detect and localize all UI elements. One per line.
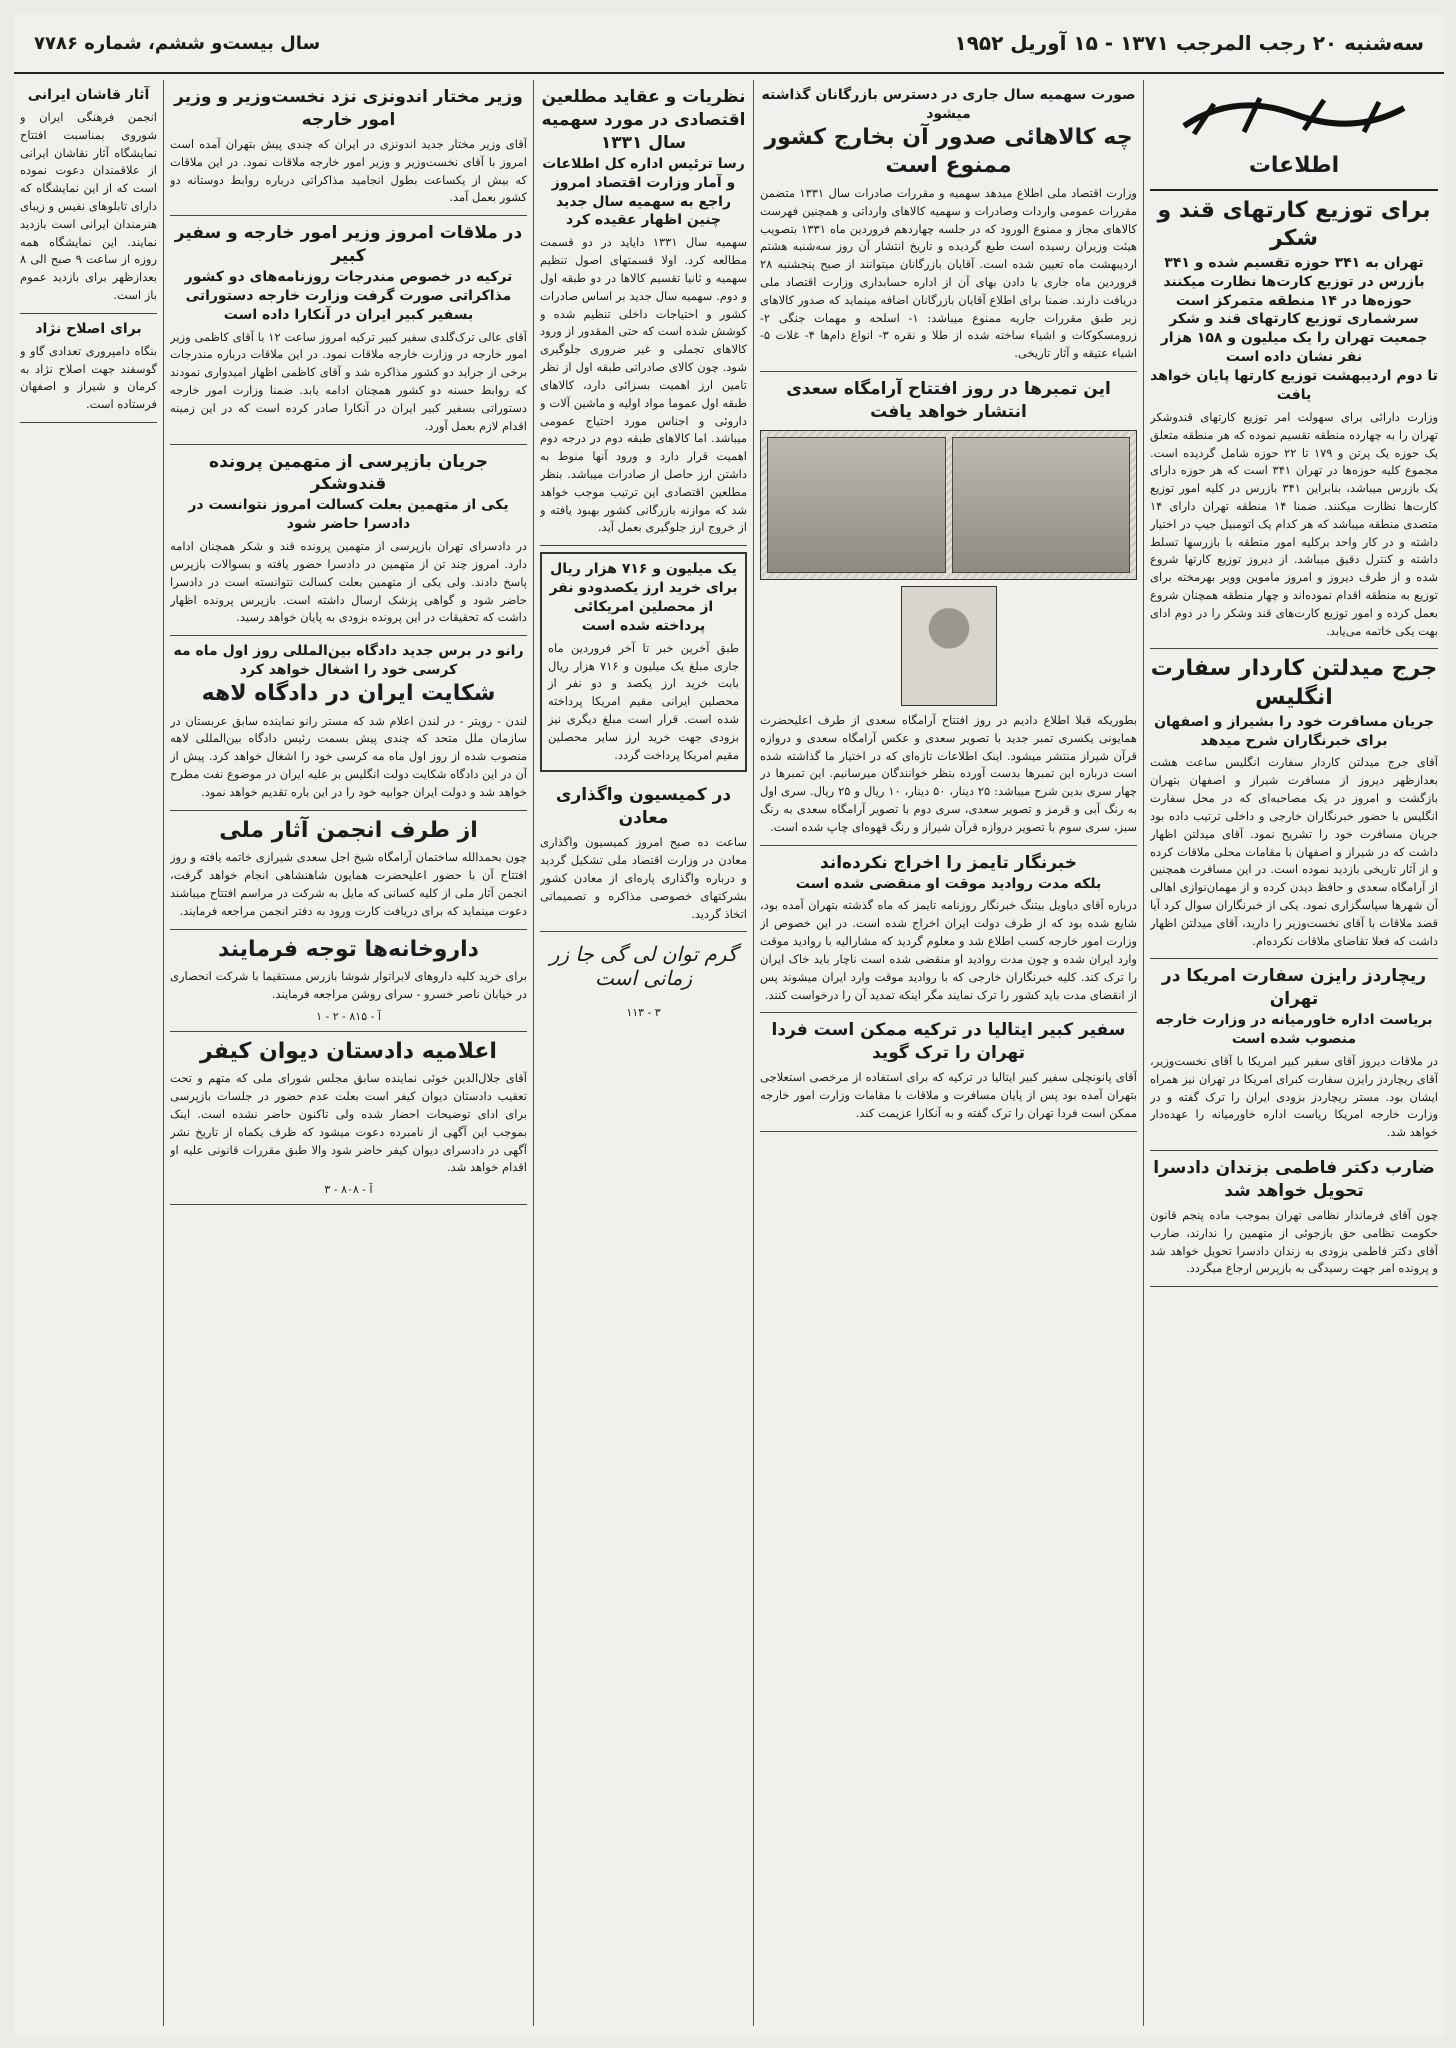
article-body: سهمیه سال ۱۳۳۱ دایاید در دو قسمت مطالعه کرد. اولا قسمتهای اصول تنظیم سهمیه و ثانیا تقسیم کالاها در دو طبقه اول و دوم. سهمیه سال جدید بر اساس صادرات کشور و احتیاجات داخلی تنظیم شده و کوشش شده است که حتی المقدور از ورود کالاهای تجملی و غیر ضروری جلوگیری شود. چون کالای صادراتی طبقه اول از نظر تامین ارز اهمیت بسزائی دارد، کالاهای طبقه اول عموما مواد اولیه و ماشین آلات و داروئی و اجناس مورد احتیاج عمومی میباشد. اما کالاهای طبقه دوم در درجه دوم اهمیت قرار دارد و ورود آنها منوط به داشتن ارز حاصل از صادرات میباشد. بنظر مطلعین اقتصادی این ترتیب موجب خواهد شد که موازنه بازرگانی کشور بهبود یافته و از خروج ارز جلوگیری بعمل آید. [540,235,747,535]
article-body: آقای جرج میدلتن کاردار سفارت انگلیس ساعت هشت بعدازظهر دیروز از مسافرت شیراز و اصفهان بتهران بازگشت و امروز در یک مصاحبه‌ای که در محل سفارت انگلیس با حضور خبرنگاران خارجی و داخلی ترتیب داده بود جریان مسافرت خود را تشریح نمود. آقای میدلتن اظهار داشت که در شیراز و اصفهان با مقامات محلی ملاقات کرده و از آثار تاریخی بازدید نموده است. در این مسافرت همچنین از آرامگاه سعدی و حافظ دیدن کرده و از مهمان‌نوازی اهالی آن شهرها سپاسگزاری نمود. یکی از خبرنگاران سوال کرد آیا قصد ملاقات با آقای نخست‌وزیر را دارید، آقای میدلتن اظهار داشت که فعلا تقاضای ملاقات نکرده‌ام. [1150,755,1438,948]
headline: شکایت ایران در دادگاه لاهه [201,681,496,707]
article-turkey-ambassador [170,216,527,444]
article-body: آقای جلال‌الدین خوئی نماینده سابق مجلس شورای ملی که متهم و تحت تعقیب دادستان دیوان کیفر است بعلت عدم حضور در جلسات بازپرسی برای ادای توضیحات احضار شده ولی تاکنون حاضر نشده است. اینک بموجب این آگهی از نامبرده دعوت میشود که ظرف یکماه از تاریخ نشر آگهی در دادسرای دیوان کیفر حاضر شود والا طبق مقررات قانونی علیه او اقدام خواهد شد. [170,1071,527,1175]
article-sugar-cards [1150,191,1438,650]
headline: برای توزیع کارتهای قند و شکر [1157,197,1431,252]
headline: ضارب دکتر فاطمی بزندان دادسرا تحویل خواهد شد [1153,1158,1435,1202]
subheadline: ترکیه در خصوص مندرجات روزنامه‌های دو کشور مذاکراتی صورت گرفت وزارت خارجه دستوراتی بسفیر کبیر ایران در آنکارا داده است [184,269,513,323]
headline: اعلامیه دادستان دیوان کیفر [200,1038,497,1064]
article-body: چون آقای فرماندار نظامی تهران بموجب ماده پنجم قانون حکومت نظامی حق بازجوئی از متهمین را ندارند، ضارب آقای دکتر فاطمی بزودی به زندان دادسرا تحویل خواهد شد و پرونده امر جهت رسیدگی به بازپرس ارجاع میگردد. [1150,1207,1438,1276]
article-mines-commission [540,778,747,932]
headline: خبرنگار تایمز را اخراج نکرده‌اند [820,852,1077,873]
article-prosecutor-notice [170,1032,527,1205]
article-italy-ambassador [760,1013,1137,1131]
headline: جرج میدلتن کاردار سفارت انگلیس [1150,656,1438,711]
subheadline: تهران به ۳۴۱ حوزه تقسیم شده و ۳۴۱ بازرس در توزیع کارت‌ها نظارت میکنند [1163,254,1425,290]
article-indonesia-minister [170,80,527,216]
column-1 [1144,80,1444,2026]
article-body: آقای وزیر مختار جدید اندونزی در ایران که چندی پیش بتهران آمده است امروز با آقای نخست‌وزیر و وزیر امور خارجه ملاقات نمود. در این ملاقات که بیش از یکساعت بطول انجامید مذاکراتی درباره روابط دوستانه دو کشور بعمل آمد. [170,136,527,205]
headline: از طرف انجمن آثار ملی [219,817,478,843]
article-body: برای خرید کلیه داروهای لابراتوار شوشا بازرس مستقیما با شرکت انحصاری در خیابان ناصر خسرو - سرای روشن مراجعه فرمایند. [170,969,527,1001]
article-times-reporter [760,846,1137,1014]
article-body: در ملاقات دیروز آقای سفیر کبیر امریکا با آقای نخست‌وزیر، آقای ریچاردز رایزن سفارت کبرای امریکا در تهران نیز همراه ایشان بود. مستر ریچاردز بزودی ایران را ترک گفته و در وزارت خارجه امریکا ریاست اداره خاورمیانه را عهده‌دار خواهد شد. [1150,1054,1438,1140]
stamp-portrait-image [901,586,997,706]
subheadline: حوزه‌ها در ۱۴ منطقه متمرکز است [1175,292,1413,309]
article-national-heritage [170,811,527,930]
advertisement-slogan: گرم توان لی گی جا زر زمانی است [549,942,738,991]
headline: آثار قاشان ایرانی [27,87,150,103]
article-body: آقای عالی ترک‌گلدی سفیر کبیر ترکیه امروز ساعت ۱۲ با آقای کاظمی وزیر امور خارجه در وزارت خارجه ملاقات نمود. در این ملاقات درباره مندرجات برخی از جراید دو کشور مذاکره شد و آقای کاظمی اظهار امیدواری نمودند که روابط حسنه دو کشور همچنان ادامه یابد. ضمنا وزارت امور خارجه دستوراتی بسفیر کبیر ایران در آنکارا صادر کرده است که در این زمینه اقدام لازم بعمل آورد. [170,329,527,433]
ad-code: آ - ۸۱۵ - ۲ - ۱ [316,1009,381,1023]
article-middleton [1150,649,1438,959]
article-body: بطوریکه قبلا اطلاع دادیم در روز افتتاح آرامگاه سعدی از طرف اعلیحضرت همایونی یکسری تمبر جدید با تصویر سعدی و عکس آرامگاه سعدی و دروازه قرآن شیراز منتشر میشود. اینک اطلاعات تازه‌ای که در اختیار ما گذاشته شده است درباره این تمبرها بدست آورده بنظر خوانندگان میرسانیم. این تمبرها در چهار سری بدین شرح میباشد: ۲۵ دینار، ۵۰ دینار، ۱۰ ریال و ۲۵ ریال. سری اول به رنگ آبی و قرمز و تصویر سعدی، سری دوم با تصویر آرامگاه سعدی به رنگ سبز، سری سوم با تصویر دروازه قرآن شیراز و رنگ قهوه‌ای چاپ شده است. [760,712,1137,834]
stamp-mausoleum-image [952,437,1131,573]
headline: وزیر مختار اندونزی نزد نخست‌وزیر و وزیر امور خارجه [174,87,523,130]
article-richards [1150,959,1438,1151]
headline: سفیر کبیر ایتالیا در ترکیه ممکن است فردا تهران را ترک گوید [771,1020,1126,1064]
article-body: در دادسرای تهران بازپرسی از متهمین پرونده قند و شکر همچنان ادامه دارد. امروز چند تن از متهمین در دادسرا حضور یافته و بسوالات بازپرس پاسخ دادند. ولی یکی از متهمین بعلت کسالت نتوانسته است در دادسرا حاضر شود و گواهی پزشک ارسال داشته است. بازپرس پرونده اظهار داشت که تحقیقات در این پرونده بزودی به پایان خواهد رسید. [170,539,527,625]
article-body: ساعت ده صبح امروز کمیسیون واگذاری معادن در وزارت اقتصاد ملی تشکیل گردید و درباره واگذاری پاره‌ای از معادن کشور بشرکتهای خصوصی مذاکره و تصمیماتی اتخاذ گردید. [540,835,747,921]
stamp-gate-image [767,437,946,573]
article-painters-exhibition [20,80,157,314]
column-3 [534,80,754,2026]
article-quota-opinions [540,80,747,546]
headline: این تمبرها در روز افتتاح آرامگاه سعدی انتشار خواهد یافت [786,379,1111,423]
article-stamps [760,372,1137,846]
headline: جریان بازپرسی از متهمین پرونده قندوشکر [209,451,488,495]
subheadline: تا دوم اردیبهشت توزیع کارتها پایان خواهد یافت [1150,368,1438,404]
paper-name: اطلاعات [1248,153,1340,178]
issue-number: سال بیست‌و ششم، شماره ۷۷۸۶ [34,32,321,54]
subheadline: سرشماری توزیع کارتهای قند و شکر جمعیت تهران را یک میلیون و ۱۵۸ هزار نفر نشان داده است [1160,311,1428,366]
article-export-ban [760,80,1137,372]
headline: در ملاقات امروز وزیر امور خارجه و سفیر کبیر [174,223,523,267]
subheadline: رسا ترئیس اداره کل اطلاعات و آمار وزارت اقتصاد امروز راجع به سهمیه سال جدید چنین اظهار عقیده کرد [542,155,745,229]
article-body: انجمن فرهنگی ایران و شوروی بمناسبت افتتاح نمایشگاه آثار نقاشان ایرانی از علاقمندان دعوت نموده است که از این نمایشگاه که دارای تابلوهای نفیس و زیبای هنرمندان ایرانی است بازدید نمایند. این نمایشگاه همه روزه از ساعت ۹ صبح الی ۸ بعدازظهر برای بازدید عموم باز است. [20,109,157,303]
newspaper-logo [1150,80,1438,191]
masthead [14,14,1444,74]
article-fatemi [1150,1151,1438,1287]
subheadline: جریان مسافرت خود را بشیراز و اصفهان برای خبرنگاران شرح میدهد [1154,713,1434,749]
article-body: چون بحمدالله ساختمان آرامگاه شیخ اجل سعدی شیرازی خاتمه یافته و روز افتتاح آن با حضور اعلیحضرت همایون شاهنشاهی انجام خواهد گرفت، انجمن آثار ملی از کلیه کسانی که مایل به شرکت در مراسم افتتاح میباشند دعوت مینماید که برای دریافت کارت ورود به دفتر انجمن مراجعه فرمایند. [170,850,527,918]
article-body: طبق آخرین خبر تا آخر فروردین ماه جاری مبلغ یک میلیون و ۷۱۶ هزار ریال بابت خرید ارز یکصد و دو نفر از محصلین ایرانی مقیم امریکا پرداخته شده است. قرار است مبلغ دیگری نیز بزودی جهت خرید ارز سایر محصلین مقیم امریکا پرداخت گردد. [548,640,739,762]
column-2 [754,80,1144,2026]
subheadline: صورت سهمیه سال جاری در دسترس بازرگانان گذاشته میشود [761,87,1136,122]
article-body: وزارت دارائی برای سهولت امر توزیع کارتهای قندوشکر تهران را به چهارده منطقه تقسیم نموده که هر منطقه متعلق یک حوزه یک پرتن و ۱۷۹ تا ۲۲ حوزه شامل گردیده است. مجموع کلیه حوزه‌ها در تهران ۳۴۱ است که هر حوزه دارای یک بازرس میباشد، بنابراین ۳۴۱ بازرس در کلیه امور توزیع کارت‌ها نظارت میکنند. ضمنا ۱۴ منطقه تهران دارای ۱۴ متصدی منطقه میباشد که هر کدام یک اتومبیل جیپ در اختیار داشته و در کار واحد برکلیه امور منطقه با بازرسها تسلط داشته و کنترل دقیق میباشد. از دیروز توزیع کارتها شروع شده و از طرف دیروز و امروز ماموین وویر بهرمخته برای توزیع به منطقه اقدام نموده‌اند و چهار منطقه همچنان شروع بعمل کرده و امور توزیع کارت‌های قند وشکر را در دوم ادای بهت یکی خاتمه می‌یابد. [1150,409,1438,638]
headline: یک میلیون و ۷۱۶ هزار ریال برای خرید ارز یکصدودو نفر از محصلین امریکائی پرداخته شده است [549,561,738,634]
article-students-currency [540,552,747,772]
subheadline: بریاست اداره خاورمیانه در وزارت خارجه منصوب شده است [1155,1012,1433,1048]
headline: ریچاردز رایزن سفارت امریکا در تهران [1161,966,1427,1010]
article-pharmacies [170,930,527,1032]
article-breed-improvement [20,314,157,423]
article-body: لندن - رویتر - در لندن اعلام شد که مستر رانو نماینده سابق عربستان در سازمان ملل متحد که چندی پیش بسمت رئیس دادگاه بین‌المللی لاهه منصوب شده از روز اول ماه مه کرسی خود را اشغال خواهد کرد. پیش از آن در این دادگاه شکایت دولت انگلیس بر علیه ایران در موضوع نفت مطرح خواهد شد و دولت ایران جوابیه خود را در این باره تقدیم خواهد نمود. [170,713,527,799]
headline: داروخانه‌ها توجه فرمایند [218,936,479,962]
ad-code: آ - ۸۰۸ - ۳ [324,1183,373,1197]
column-5 [14,80,164,2026]
article-body: وزارت اقتصاد ملی اطلاع میدهد سهمیه و مقررات صادرات سال ۱۳۳۱ متضمن مقررات عمومی واردات وصادرات و سهمیه کالاهای وارداتی و همچنین فهرست کالاهای مجاز و ممنوع الورود که در جلسه چهاردهم فروردین ماه ۱۳۳۱ بتصویب هیئت وزیران رسیده است طبع گردیده و تاریخ انتشار آن روز سه‌شنبه هشتم اردیبهشت ماه تعیین شده است. آقایان بازرگانان میتوانند از صبح پنجشنبه ۲۸ فروردین ماه جاری با دادن بهای آن از اداره حسابداری وزارت اقتصاد ملی دریافت دارند. ضمنا برای اطلاع آقایان بازرگانان اضافه مینماید که صدور کالاهای زیر طبق مقررات جاریه ممنوع میباشد: ۱- اسلحه و مهمات جنگی ۲- زرومسکوکات و اشیاء ساخته شده از طلا و نقره ۳- انواع دام‌ها ۴- غلات ۵- اشیاء عتیقه و آثار تاریخی. [760,185,1137,361]
newspaper-page [14,14,1444,2036]
article-body: درباره آقای دیاویل بیتنگ خبرنگار روزنامه تایمز که ماه گذشته بتهران آمده بود، شایع شده بود که از طرف دولت ایران اخراج شده است. در این خصوص از وزارت امور خارجه کسب اطلاع شد و معلوم گردید که مشارالیه با روادید موقت وارد ایران شده و چون مدت روادید او منقضی شده است ناچار باید خاک ایران را ترک کند. کلیه خبرنگاران خارجی که با روادید موقت وارد ایران میشوند پس از انقضای مدت باید کشور را ترک نمایند مگر اینکه تمدید آن را درخواست کنند. [760,898,1137,1002]
article-body: بنگاه دامپروری تعدادی گاو و گوسفند جهت اصلاح نژاد به کرمان و شیراز و اصفهان فرستاده است. [20,343,157,412]
logo-icon [1150,84,1438,152]
article-hague-court [170,636,527,810]
issue-date: سه‌شنبه ۲۰ رجب المرجب ۱۳۷۱ - ۱۵ آوریل ۱۹۵۲ [954,31,1424,55]
headline: در کمیسیون واگذاری معادن [555,785,732,829]
column-4 [164,80,534,2026]
headline: نظریات و عقاید مطلعین اقتصادی در مورد سهمیه سال ۱۳۳۱ [541,87,746,153]
headline: چه کالاهائی صدور آن بخارج کشور ممنوع است [764,124,1133,179]
article-sugar-case [170,445,527,637]
subheadline: رانو در برس جدید دادگاه بین‌المللی روز اول ماه مه کرسی خود را اشغال خواهد کرد [173,643,524,679]
stamp-images [760,430,1137,580]
subheadline: بلکه مدت روادید موقت او منقضی شده است [795,875,1102,892]
headline: برای اصلاح نژاد [35,320,142,337]
advertisement-code: ۳ - ۱۱۳ [626,1006,661,1020]
subheadline: یکی از متهمین بعلت کسالت امروز نتوانست در دادسرا حاضر شود [188,497,509,533]
article-body: آقای پانونچلی سفیر کبیر ایتالیا در ترکیه که برای استفاده از مرخصی استعلاجی بتهران آمده بود پس از پایان مسافرت و ملاقات با مقامات وزارت امور خارجه ممکن است فردا تهران را ترک گفته و به آنکارا عزیمت کند. [760,1070,1137,1120]
